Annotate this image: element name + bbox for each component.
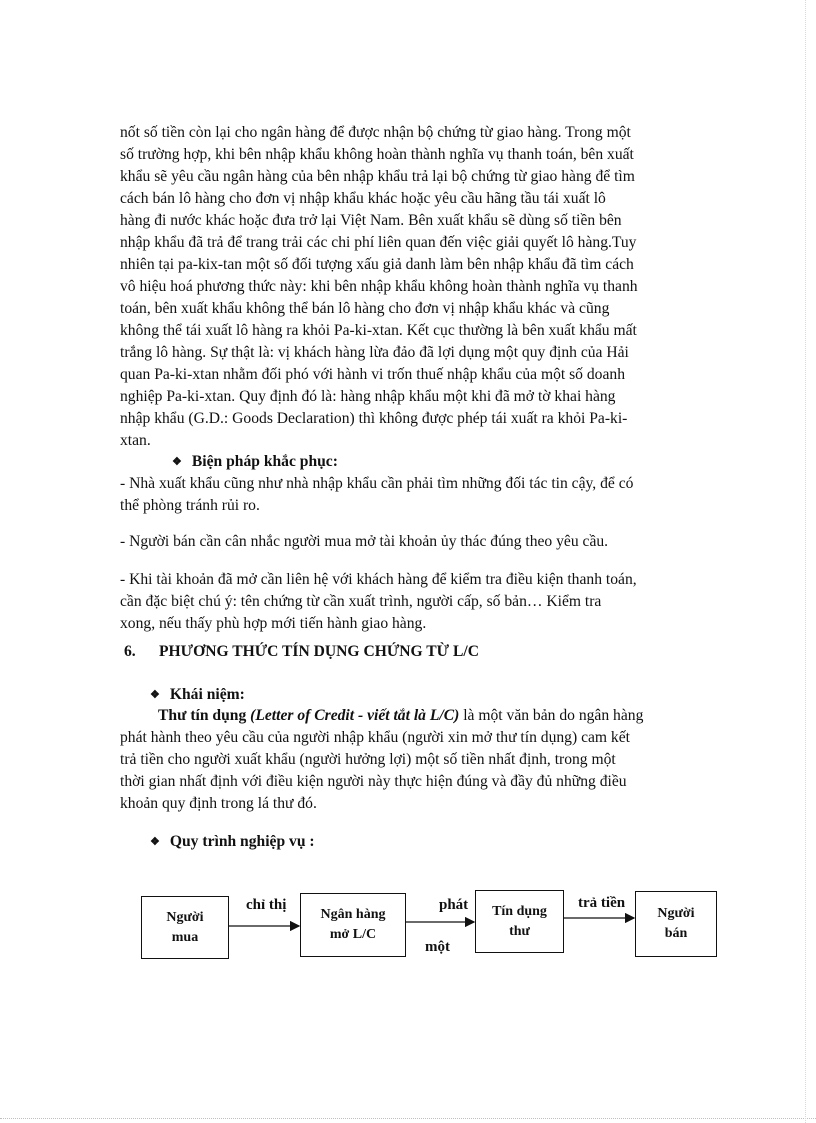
text-line: toán, bên xuất khẩu không thể bán lô hàng cho đơn vị nhập khẩu khác và cũng (120, 300, 610, 317)
text-line: cách bán lô hàng cho đơn vị nhập khẩu khác hoặc yêu cầu hãng tầu tái xuất lô (120, 190, 606, 207)
box-buyer: Người mua (141, 896, 229, 959)
concept-heading: ❖ Khái niệm: (150, 686, 245, 703)
text-line: vô hiệu hoá phương thức này: khi bên nhập khẩu không hoàn thành nghĩa vụ thanh (120, 278, 638, 295)
diamond-bullet-icon: ❖ (150, 689, 160, 701)
text-line: nghiệp Pa-ki-xtan. Quy định đó là: hàng nhập khẩu một khi đã mở tờ khai hàng (120, 388, 616, 405)
remedy-line: cần đặc biệt chú ý: tên chứng từ cần xuất trình, người cấp, số bản… Kiểm tra (120, 593, 602, 610)
text-line: số trường hợp, khi bên nhập khẩu không hoàn thành nghĩa vụ thanh toán, bên xuất (120, 146, 634, 163)
section-heading: 6. PHƯƠNG THỨC TÍN DỤNG CHỨNG TỪ L/C (124, 643, 479, 660)
label-instruct: chỉ thị (246, 897, 287, 913)
remedy-line: thể phòng tránh rủi ro. (120, 497, 260, 514)
remedy-line: xong, nếu thấy phù hợp mới tiến hành giao hàng. (120, 615, 427, 632)
label-pay: trả tiền (578, 895, 626, 911)
text-line: xtan. (120, 432, 151, 449)
text-line: trắng lô hàng. Sự thật là: vị khách hàng lừa đảo đã lợi dụng một quy định của Hải (120, 344, 629, 361)
text-line: nhiên tại pa-kix-tan một số đối tượng xấu giả danh làm bên nhập khẩu đã tìm cách (120, 256, 634, 273)
text-line: nốt số tiền còn lại cho ngân hàng để được nhận bộ chứng từ giao hàng. Trong một (120, 124, 631, 141)
text-line: nhập khẩu đã trả để trang trải các chi phí liên quan đến việc giải quyết lô hàng.Tuy (120, 234, 637, 251)
text-line: khẩu sẽ yêu cầu ngân hàng của bên nhập khẩu trả lại bộ chứng từ giao hàng để tìm (120, 168, 635, 185)
label-issue: phát (439, 897, 469, 913)
box-letter-of-credit: Tín dụng thư (475, 890, 564, 953)
remedy-line: - Nhà xuất khẩu cũng như nhà nhập khẩu cần phải tìm những đối tác tin cậy, để có (120, 475, 634, 492)
text-line: quan Pa-ki-xtan nhằm đối phó với hành vi trốn thuế nhập khẩu của một số doanh (120, 366, 625, 383)
concept-line: thời gian nhất định với điều kiện người này thực hiện đúng và đầy đủ những điều (120, 773, 627, 790)
concept-first-line: Thư tín dụng (Letter of Credit - viết tắt là L/C) là một văn bản do ngân hàng (158, 707, 644, 724)
diamond-bullet-icon: ❖ (172, 456, 182, 468)
process-heading: ❖ Quy trình nghiệp vụ : (150, 833, 315, 850)
box-seller: Người bán (635, 891, 717, 957)
text-line: không thể tái xuất lô hàng ra khỏi Pa-ki-xtan. Kết cục thường là bên xuất khẩu mất (120, 322, 637, 339)
remedy-heading: ❖ Biện pháp khắc phục: (172, 453, 338, 470)
concept-line: phát hành theo yêu cầu của người nhập khẩu (người xin mở thư tín dụng) cam kết (120, 729, 630, 746)
page-right-border (805, 0, 806, 1123)
text-line: nhập khẩu (G.D.: Goods Declaration) thì không được phép tái xuất ra khỏi Pa-ki- (120, 410, 628, 427)
concept-line: trả tiền cho người xuất khẩu (người hưởng lợi) một số tiền nhất định, trong một (120, 751, 616, 768)
page-bottom-border (0, 1118, 816, 1119)
diamond-bullet-icon: ❖ (150, 836, 160, 848)
box-issuing-bank: Ngân hàng mở L/C (300, 893, 406, 957)
text-line: hàng đi nước khác hoặc đưa trở lại Việt Nam. Bên xuất khẩu sẽ dùng số tiền bên (120, 212, 622, 229)
concept-line: khoản quy định trong lá thư đó. (120, 795, 317, 812)
label-one: một (425, 939, 450, 955)
remedy-line: - Khi tài khoản đã mở cần liên hệ với khách hàng để kiểm tra điều kiện thanh toán, (120, 571, 637, 588)
remedy-line: - Người bán cần cân nhắc người mua mở tài khoản ủy thác đúng theo yêu cầu. (120, 533, 609, 550)
